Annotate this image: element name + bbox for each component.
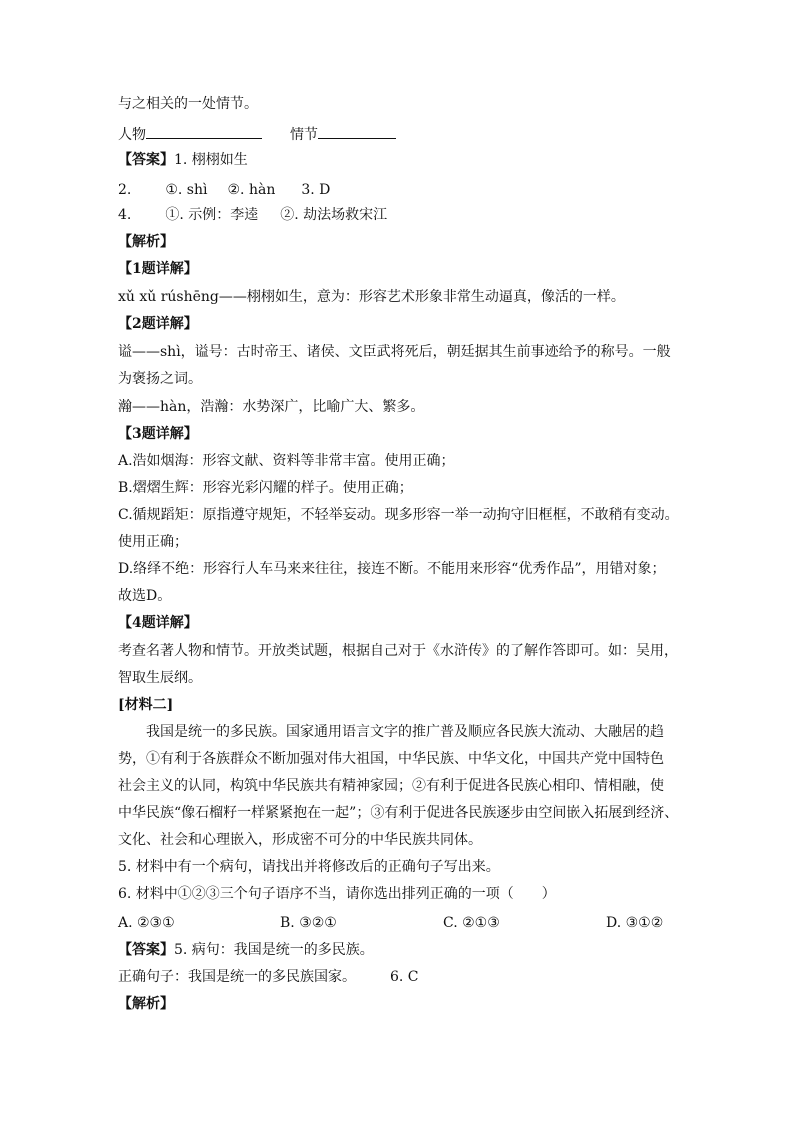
- question-5: 5. 材料中有一个病句，请找出并将修改后的正确句子写出来。: [118, 859, 500, 875]
- question-6: 6. 材料中①②③三个句子语序不当，请你选出排列正确的一项（ ）: [118, 886, 556, 902]
- answer-line-4: [118, 941, 374, 959]
- option-b[interactable]: B. ③②①: [280, 915, 337, 931]
- answer-num: 4.: [118, 207, 132, 223]
- paragraph-line: 考查名著人物和情节。开放类试题，根据自己对于《水浒传》的了解作答即可。如：吴用，: [118, 643, 678, 659]
- material-paragraph-line: 势，①有利于各族群众不断加强对伟大祖国，中华民族、中华文化，中国共产党中国特色: [118, 751, 664, 767]
- sub-heading: 【1题详解】: [118, 261, 198, 277]
- answer-a: ①. 示例：李逵: [165, 207, 259, 223]
- person-label: 人物: [118, 127, 146, 143]
- answer-line-2: [118, 181, 330, 199]
- person-blank[interactable]: [146, 124, 262, 139]
- answer-blanks-row: [118, 124, 396, 144]
- answer-label: 【答案】: [118, 152, 174, 168]
- paragraph-line: 故选D。: [118, 588, 172, 604]
- analysis-heading: 【解析】: [118, 234, 174, 250]
- paragraph-line: A.浩如烟海：形容文献、资料等非常丰富。使用正确；: [118, 453, 455, 469]
- answer-num: 2.: [118, 182, 132, 198]
- answer-b: 6. C: [390, 969, 419, 985]
- answer-text: 1. 栩栩如生: [174, 152, 248, 168]
- material-paragraph-line: 文化、社会和心理嵌入，形成密不可分的中华民族共同体。: [118, 832, 482, 848]
- answer-text: 5. 病句：我国是统一的多民族。: [174, 942, 374, 958]
- sub-heading: 【2题详解】: [118, 316, 198, 332]
- answer-a: ①. shì: [165, 182, 208, 198]
- option-d[interactable]: D. ③①②: [606, 915, 664, 931]
- answer-label: 【答案】: [118, 942, 174, 958]
- sub-heading: 【3题详解】: [118, 426, 198, 442]
- paragraph-line: B.熠熠生辉：形容光彩闪耀的样子。使用正确；: [118, 480, 413, 496]
- material-paragraph-line: 中华民族“像石榴籽一样紧紧抱在一起”；③有利于促进各民族逐步由空间嵌入拓展到经济、: [118, 805, 679, 821]
- paragraph-line: 谥——shì，谥号：古时帝王、诸侯、文臣武将死后，朝廷据其生前事迹给予的称号。一般: [118, 344, 671, 360]
- option-c[interactable]: C. ②①③: [443, 915, 500, 931]
- paragraph-line: D.络绎不绝：形容行人车马来来往往，接连不断。不能用来形容“优秀作品”，用错对象；: [118, 561, 666, 577]
- answer-a: 正确句子：我国是统一的多民族国家。: [118, 969, 356, 985]
- answer-c: 3. D: [301, 182, 331, 198]
- question-text: 与之相关的一处情节。: [118, 96, 258, 112]
- material-paragraph-line: 我国是统一的多民族。国家通用语言文字的推广普及顺应各民族大流动、大融居的趋: [146, 724, 664, 740]
- material-paragraph-line: 社会主义的认同，构筑中华民族共有精神家园；②有利于促进各民族心相印、情相融，使: [118, 778, 664, 794]
- paragraph-line: 智取生辰纲。: [118, 670, 202, 686]
- answer-b: ②. 劫法场救宋江: [280, 207, 388, 223]
- answer-line-1: [118, 151, 248, 169]
- material-heading: [材料二]: [118, 697, 174, 713]
- analysis-heading: 【解析】: [118, 996, 174, 1012]
- sub-heading: 【4题详解】: [118, 615, 198, 631]
- paragraph-line: C.循规蹈矩：原指遵守规矩，不轻举妄动。现多形容一举一动拘守旧框框，不敢稍有变动。: [118, 507, 679, 523]
- answer-line-3: [118, 206, 387, 224]
- paragraph-line: xǔ xǔ rúshēng——栩栩如生，意为：形容艺术形象非常生动逼真，像活的一样。: [118, 289, 625, 305]
- plot-label: 情节: [290, 127, 318, 143]
- answer-b: ②. hàn: [227, 182, 276, 198]
- answer-line-5: [118, 968, 419, 986]
- paragraph-line: 为褒扬之词。: [118, 371, 202, 387]
- plot-blank[interactable]: [318, 124, 396, 139]
- paragraph-line: 瀚——hàn，浩瀚：水势深广，比喻广大、繁多。: [118, 399, 425, 415]
- option-a[interactable]: A. ②③①: [118, 915, 175, 931]
- paragraph-line: 使用正确；: [118, 534, 188, 550]
